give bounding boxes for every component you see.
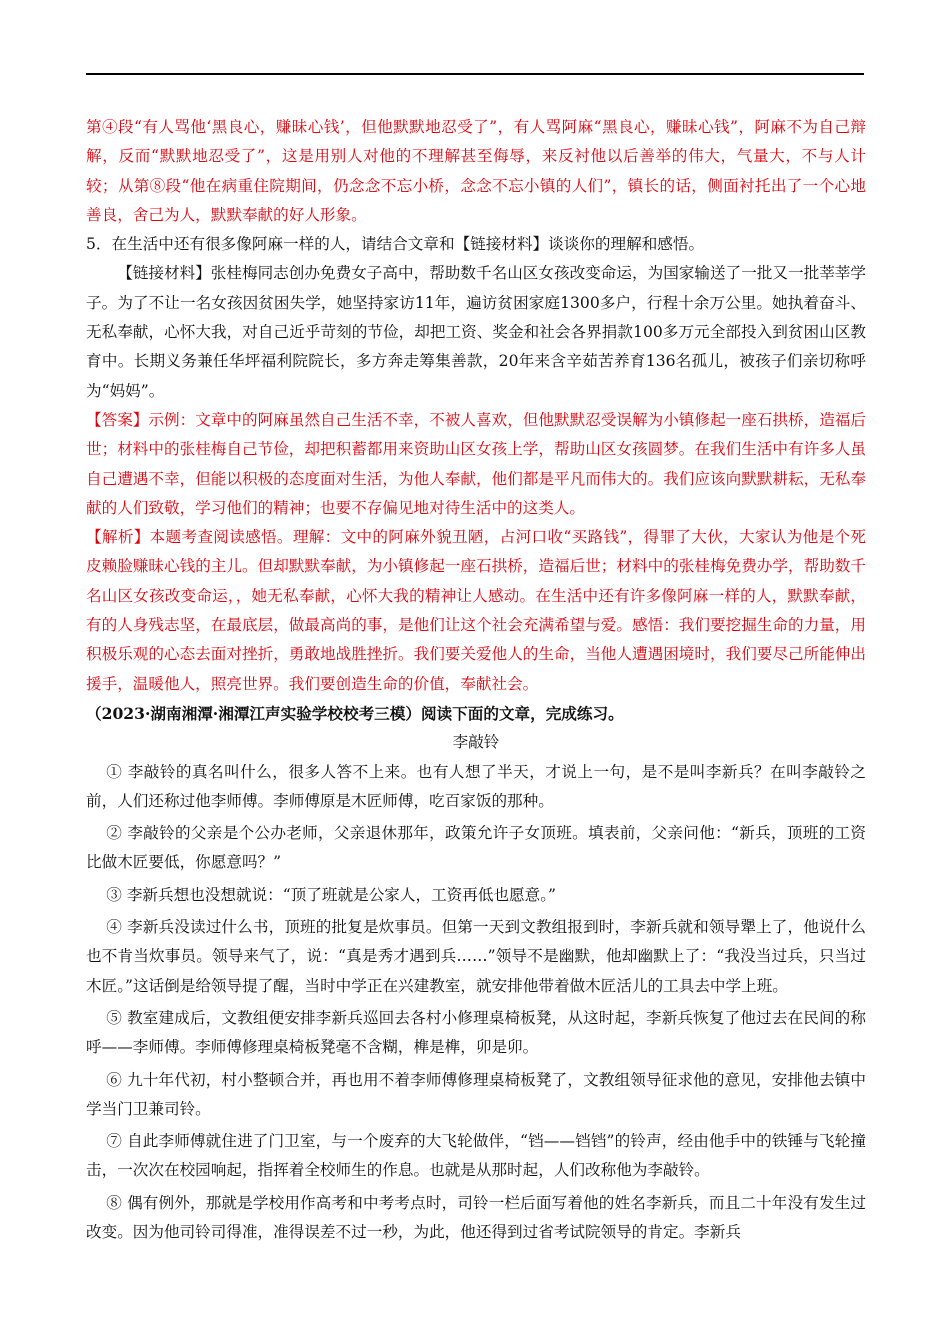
answer-5: 【答案】示例：文章中的阿麻虽然自己生活不幸，不被人喜欢，但他默默忍受误解为小镇修起一座石拱桥，造福后世；材料中的张桂梅自己节俭，却把积蓄都用来资助山区女孩上学，帮助山区女孩圆梦。在我们生活中有许多人虽自己遭遇不幸，但能以积极的态度面对生活，为他人奉献，他们都是平凡而伟大的。我们应该向默默耕耘，无私奉献的人们致敬，学习他们的精神；也要不存偏见地对待生活中的这类人。 — [86, 410, 866, 517]
article-paragraph: ⑤ 教室建成后，文教组便安排李新兵巡回去各村小修理桌椅板凳，从这时起，李新兵恢复了他过去在民间的称呼——李师傅。李师傅修理桌椅板凳毫不含糊，榫是榫，卯是卯。 — [86, 1008, 866, 1057]
article-paragraph: ⑥ 九十年代初，村小整顿合并，再也用不着李师傅修理桌椅板凳了，文教组领导征求他的意见，安排他去镇中学当门卫兼司铃。 — [86, 1070, 866, 1118]
article-paragraph: ① 李敲铃的真名叫什么，很多人答不上来。也有人想了半天，才说上一句，是不是叫李新兵？在叫李敲铃之前，人们还称过他李师傅。李师傅原是木匠师傅，吃百家饭的那种。 — [86, 762, 866, 810]
analysis-5: 【解析】本题考查阅读感悟。理解：文中的阿麻外貌丑陋，占河口收“买路钱”，得罪了大伙，大家认为他是个死皮赖脸赚昧心钱的主儿。但却默默奉献，为小镇修起一座石拱桥，造福后世；材料中的张桂梅免费办学，帮助数千名山区女孩改变命运，，她无私奉献，心怀大我的精神让人感动。在生活中还有许多像阿麻一样的人，默默奉献，有的人身残志坚，在最底层，做最高尚的事，是他们让这个社会充满希望与爱。感悟：我们要挖掘生命的力量，用积极乐观的心态去面对挫折，勇敢地战胜挫折。我们要关爱他人的生命，当他人遭遇困境时，我们要尽己所能伸出援手，温暖他人，照亮世界。我们要创造生命的价值，奉献社会。 — [86, 528, 866, 693]
article-paragraph: ② 李敲铃的父亲是个公办老师，父亲退休那年，政策允许子女顶班。填表前，父亲问他：“新兵，顶班的工资比做木匠要低，你愿意吗？” — [86, 824, 866, 872]
question-5: 5．在生活中还有很多像阿麻一样的人，请结合文章和【链接材料】谈谈你的理解和感悟。 — [86, 235, 705, 254]
article-title: 李敲铃 — [452, 733, 500, 752]
article-paragraph: ⑦ 自此李师傅就住进了门卫室，与一个废弃的大飞轮做伴，“铛——铛铛”的铃声，经由他手中的铁锤与飞轮撞击，一次次在校园响起，指挥着全校师生的作息。也就是从那时起，人们改称他为李敲铃。 — [86, 1132, 866, 1180]
analysis-question4-continuation: 第④段“有人骂他‘黑良心，赚昧心钱’，但他默默地忍受了”，有人骂阿麻“黑良心，赚昧心钱”，阿麻不为自己辩解，反而“默默地忍受了”，这是用别人对他的不理解甚至侮辱，来反衬他以后善举的伟大，气量大，不与人计较；从第⑧段“他在病重住院期间，仍念念不忘小桥，念念不忘小镇的人们”，镇长的话，侧面衬托出了一个心地善良，舍己为人，默默奉献的好人形象。 — [86, 118, 866, 224]
document-body — [86, 113, 866, 1247]
article-paragraph: ④ 李新兵没读过什么书，顶班的批复是炊事员。但第一天到文教组报到时，李新兵就和领导犟上了，他说什么也不肯当炊事员。领导来气了，说：“真是秀才遇到兵……”领导不是幽默，他却幽默上了：“我没当过兵，只当过木匠。”这话倒是给领导提了醒，当时中学正在兴建教室，就安排他带着做木匠活儿的工具去中学上班。 — [86, 918, 866, 995]
article-paragraph: ⑧ 偶有例外，那就是学校用作高考和中考考点时，司铃一栏后面写着他的姓名李新兵，而且二十年没有发生过改变。因为他司铃司得准，准得误差不过一秒，为此，他还得到过省考试院领导的肯定。李新兵 — [86, 1193, 866, 1241]
link-material: 【链接材料】张桂梅同志创办免费女子高中，帮助数千名山区女孩改变命运，为国家输送了一批又一批莘莘学子。为了不让一名女孩因贫困失学，她坚持家访11年，遍访贫困家庭1300多户，行程十余万公里。她执着奋斗、无私奉献，心怀大我，对自己近乎苛刻的节俭，却把工资、奖金和社会各界捐款100多万元全部投入到贫困山区教育中。长期义务兼任华坪福利院院长，多方奔走筹集善款，20年来含辛茹苦养育136名孤儿，被孩子们亲切称呼为“妈妈”。 — [86, 264, 866, 400]
article-body — [86, 758, 866, 1248]
source-line: （2023·湖南湘潭·湘潭江声实验学校校考三模）阅读下面的文章，完成练习。 — [86, 703, 624, 723]
header-rule — [86, 73, 864, 75]
article-paragraph: ③ 李新兵想也没想就说：“顶了班就是公家人，工资再低也愿意。” — [106, 885, 556, 904]
